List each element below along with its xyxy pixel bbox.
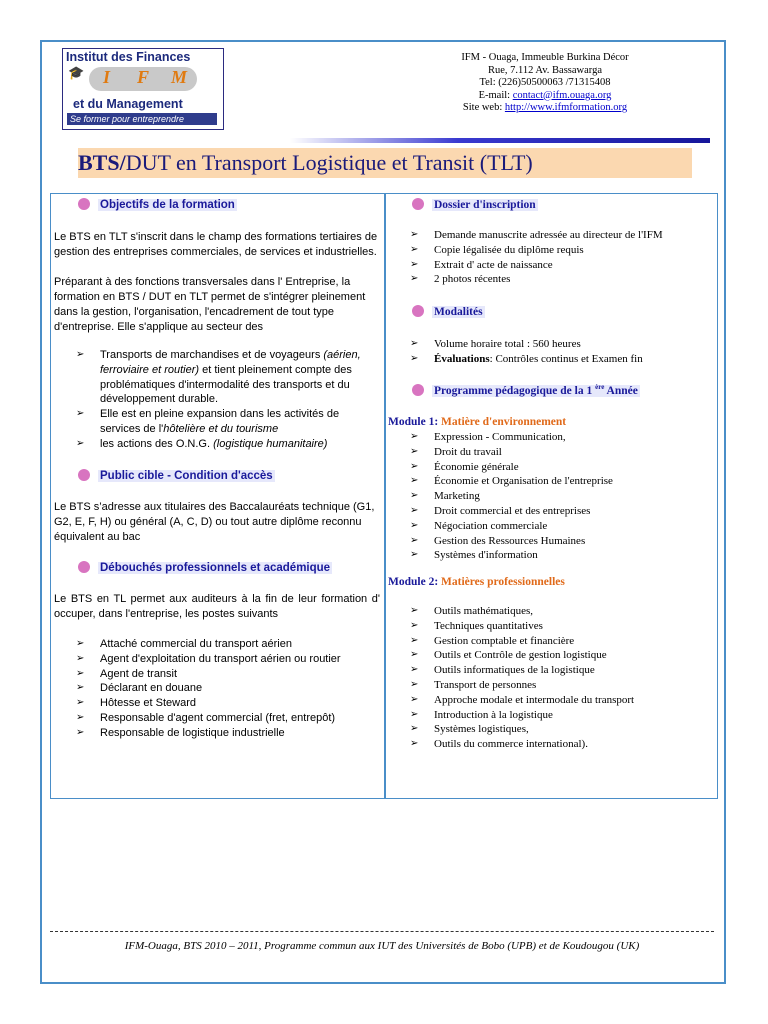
email-label: E-mail: — [478, 89, 513, 101]
title-bts: BTS/ — [78, 150, 126, 175]
arrow-bullet-icon: ➢ — [410, 678, 419, 690]
footer-text: IFM-Ouaga, BTS 2010 – 2011, Programme commun aux IUT des Universités de Bobo (UPB) et de Koudougou (UK) — [124, 940, 640, 952]
list-item: ➢ Agent de transit — [76, 667, 178, 680]
arrow-bullet-icon: ➢ — [410, 708, 419, 720]
web-label: Site web: — [462, 102, 505, 113]
objectifs-paragraph-2: Préparant à des fonctions transversales dans l' Entreprise, la formation en BTS / DUT en TLT permet de s'intégrer pleinement dans la gestion, l'organisation, l'encadrement de tout type d'entreprise. Elle s'applique au secteur des — [54, 276, 366, 333]
list-item: ➢ Techniques quantitatives — [410, 619, 543, 632]
list-item: ➢ Attaché commercial du transport aérien — [76, 638, 292, 650]
list-item: ➢ Systèmes logistiques, — [410, 723, 529, 736]
arrow-bullet-icon: ➢ — [410, 634, 419, 646]
arrow-bullet-icon: ➢ — [410, 649, 419, 661]
dossier-list — [410, 228, 710, 287]
list-item: ➢ Outils du commerce international). — [410, 738, 588, 751]
logo-letter-m: M — [171, 67, 188, 87]
list-item: ➢ les actions des O.N.G. (logistique humanitaire) — [76, 437, 328, 450]
pink-bullet-icon — [412, 384, 424, 396]
list-item: ➢ Expression - Communication, — [410, 431, 566, 443]
objectifs-heading: Objectifs de la formation — [78, 198, 237, 211]
arrow-bullet-icon: ➢ — [410, 605, 419, 616]
list-item: ➢ Évaluations: Contrôles continus et Examen fin — [410, 352, 643, 365]
public-paragraph: Le BTS s’adresse aux titulaires des Baccalauréats technique (G1, G2, E, F, H) ou général (A, C, D) ou tout autre diplôme reconnu équivalent au bac — [54, 501, 375, 543]
arrow-bullet-icon: ➢ — [76, 638, 85, 649]
list-item: ➢ Gestion des Ressources Humaines — [410, 534, 586, 547]
list-item: ➢ Elle est en pleine expansion dans les activités de services de l'hôtelière et du tourisme — [76, 408, 340, 435]
list-item: ➢ Responsable de logistique industrielle — [76, 726, 285, 739]
arrow-bullet-icon: ➢ — [410, 243, 419, 255]
email-link[interactable]: contact@ifm.ouaga.org — [512, 89, 612, 101]
list-item: ➢ Approche modale et intermodale du transport — [410, 693, 635, 706]
module1-heading: Module 1: Matière d'environnement — [388, 416, 567, 428]
contact-web-line — [430, 102, 660, 115]
arrow-bullet-icon: ➢ — [76, 349, 85, 360]
contact-email-line — [430, 90, 660, 103]
logo-tagline: Se former pour entreprendre — [67, 113, 217, 125]
module2-heading: Module 2: Matières professionnelles — [388, 576, 565, 588]
pink-bullet-icon — [78, 198, 90, 210]
arrow-bullet-icon: ➢ — [410, 619, 419, 631]
arrow-bullet-icon: ➢ — [410, 273, 419, 285]
arrow-bullet-icon: ➢ — [410, 445, 419, 457]
debouches-paragraph: Le BTS en TL permet aux auditeurs à la fin de leur formation d' occuper, dans l'entreprise, les postes suivants — [54, 593, 380, 620]
list-item: ➢ Économie générale — [410, 460, 519, 473]
contact-block — [430, 52, 660, 115]
list-item: ➢ Hôtesse et Steward — [76, 697, 196, 710]
contact-address-1: IFM - Ouaga, Immeuble Burkina Décor — [461, 52, 629, 63]
dossier-heading: Dossier d'inscription — [412, 198, 538, 211]
list-item: ➢ Outils mathématiques, — [410, 605, 533, 617]
postes-list — [76, 637, 378, 741]
list-item: ➢ Responsable d'agent commercial (fret, entrepôt) — [76, 711, 336, 724]
arrow-bullet-icon: ➢ — [76, 697, 85, 709]
public-heading: Public cible - Condition d'accès — [78, 469, 275, 482]
footer-divider — [50, 931, 714, 932]
debouches-heading: Débouchés professionnels et académique — [78, 561, 332, 574]
arrow-bullet-icon: ➢ — [410, 723, 419, 735]
list-item: ➢ Déclarant en douane — [76, 682, 203, 695]
arrow-bullet-icon: ➢ — [410, 229, 419, 240]
arrow-bullet-icon: ➢ — [76, 682, 85, 694]
contact-address-2: Rue, 7.112 Av. Bassawarga — [487, 64, 603, 76]
list-item: ➢ Droit commercial et des entreprises — [410, 504, 591, 517]
list-item: ➢ Négociation commerciale — [410, 519, 548, 532]
pink-bullet-icon — [412, 305, 424, 317]
arrow-bullet-icon: ➢ — [410, 338, 419, 349]
pink-bullet-icon — [78, 469, 90, 481]
column-divider — [384, 193, 386, 799]
programme-heading: Programme pédagogique de la 1 $^{ère}$ Année — [412, 383, 640, 397]
list-item: ➢ Transports de marchandises et de voyageurs (aérien, ferroviaire et routier) et tient pleinement compte des problématiques d'intermodalité des transports et du développement durable. — [76, 349, 361, 406]
logo-letter-i: I — [103, 67, 111, 87]
logo-line2: et du Management — [73, 97, 183, 111]
logo-line1: Institut des Finances — [66, 50, 191, 64]
list-item: ➢ Introduction à la logistique — [410, 708, 553, 721]
page-title — [78, 148, 692, 178]
arrow-bullet-icon: ➢ — [410, 549, 419, 561]
module2-list — [410, 604, 710, 752]
arrow-bullet-icon: ➢ — [410, 504, 419, 516]
logo-letter-f: F — [137, 67, 150, 87]
arrow-bullet-icon: ➢ — [410, 519, 419, 531]
title-rest: DUT en Transport Logistique et Transit (TLT) — [125, 150, 533, 175]
list-item: ➢ Gestion comptable et financière — [410, 634, 575, 647]
list-item: ➢ Demande manuscrite adressée au directeur de l'IFM — [410, 229, 663, 241]
arrow-bullet-icon: ➢ — [410, 693, 419, 705]
arrow-bullet-icon: ➢ — [410, 534, 419, 546]
arrow-bullet-icon: ➢ — [410, 664, 419, 676]
ifm-logo — [62, 48, 224, 130]
list-item: ➢ Agent d'exploitation du transport aérien ou routier — [76, 652, 341, 665]
list-item: ➢ Copie légalisée du diplôme requis — [410, 243, 584, 256]
list-item: ➢ 2 photos récentes — [410, 273, 511, 286]
modalites-heading: Modalités — [412, 305, 485, 318]
list-item: ➢ Volume horaire total : 560 heures — [410, 338, 581, 350]
sectors-list — [76, 348, 378, 452]
arrow-bullet-icon: ➢ — [410, 258, 419, 270]
arrow-bullet-icon: ➢ — [410, 475, 419, 487]
list-item: ➢ Économie et Organisation de l'entreprise — [410, 475, 613, 488]
objectifs-paragraph-1: Le BTS en TLT s'inscrit dans le champ des formations tertiaires de gestion des entreprises commerciales, de services et industrielles. — [54, 231, 378, 258]
arrow-bullet-icon: ➢ — [410, 460, 419, 472]
pink-bullet-icon — [78, 561, 90, 573]
arrow-bullet-icon: ➢ — [76, 437, 85, 449]
list-item: ➢ Outils informatiques de la logistique — [410, 664, 595, 677]
arrow-bullet-icon: ➢ — [410, 352, 419, 364]
list-item: ➢ Droit du travail — [410, 445, 502, 458]
contact-phone: Tel: (226)50500063 /71315408 — [479, 77, 611, 88]
arrow-bullet-icon: ➢ — [76, 726, 85, 738]
website-link[interactable]: http://www.ifmformation.org — [504, 102, 628, 113]
logo-ifm-oval — [89, 67, 197, 91]
arrow-bullet-icon: ➢ — [76, 711, 85, 723]
list-item: ➢ Systèmes d'information — [410, 549, 538, 562]
module1-list — [410, 430, 710, 563]
graduation-cap-icon: 🎓 — [68, 65, 85, 80]
arrow-bullet-icon: ➢ — [410, 431, 419, 442]
list-item: ➢ Outils et Contrôle de gestion logistique — [410, 649, 607, 662]
arrow-bullet-icon: ➢ — [76, 652, 85, 664]
list-item: ➢ Extrait d' acte de naissance — [410, 258, 553, 271]
list-item: ➢ Marketing — [410, 490, 480, 503]
arrow-bullet-icon: ➢ — [410, 738, 419, 750]
list-item: ➢ Transport de personnes — [410, 678, 537, 691]
arrow-bullet-icon: ➢ — [76, 667, 85, 679]
header-rule — [290, 138, 710, 143]
arrow-bullet-icon: ➢ — [410, 490, 419, 502]
pink-bullet-icon — [412, 198, 424, 210]
arrow-bullet-icon: ➢ — [76, 408, 85, 420]
modalites-list — [410, 337, 710, 367]
